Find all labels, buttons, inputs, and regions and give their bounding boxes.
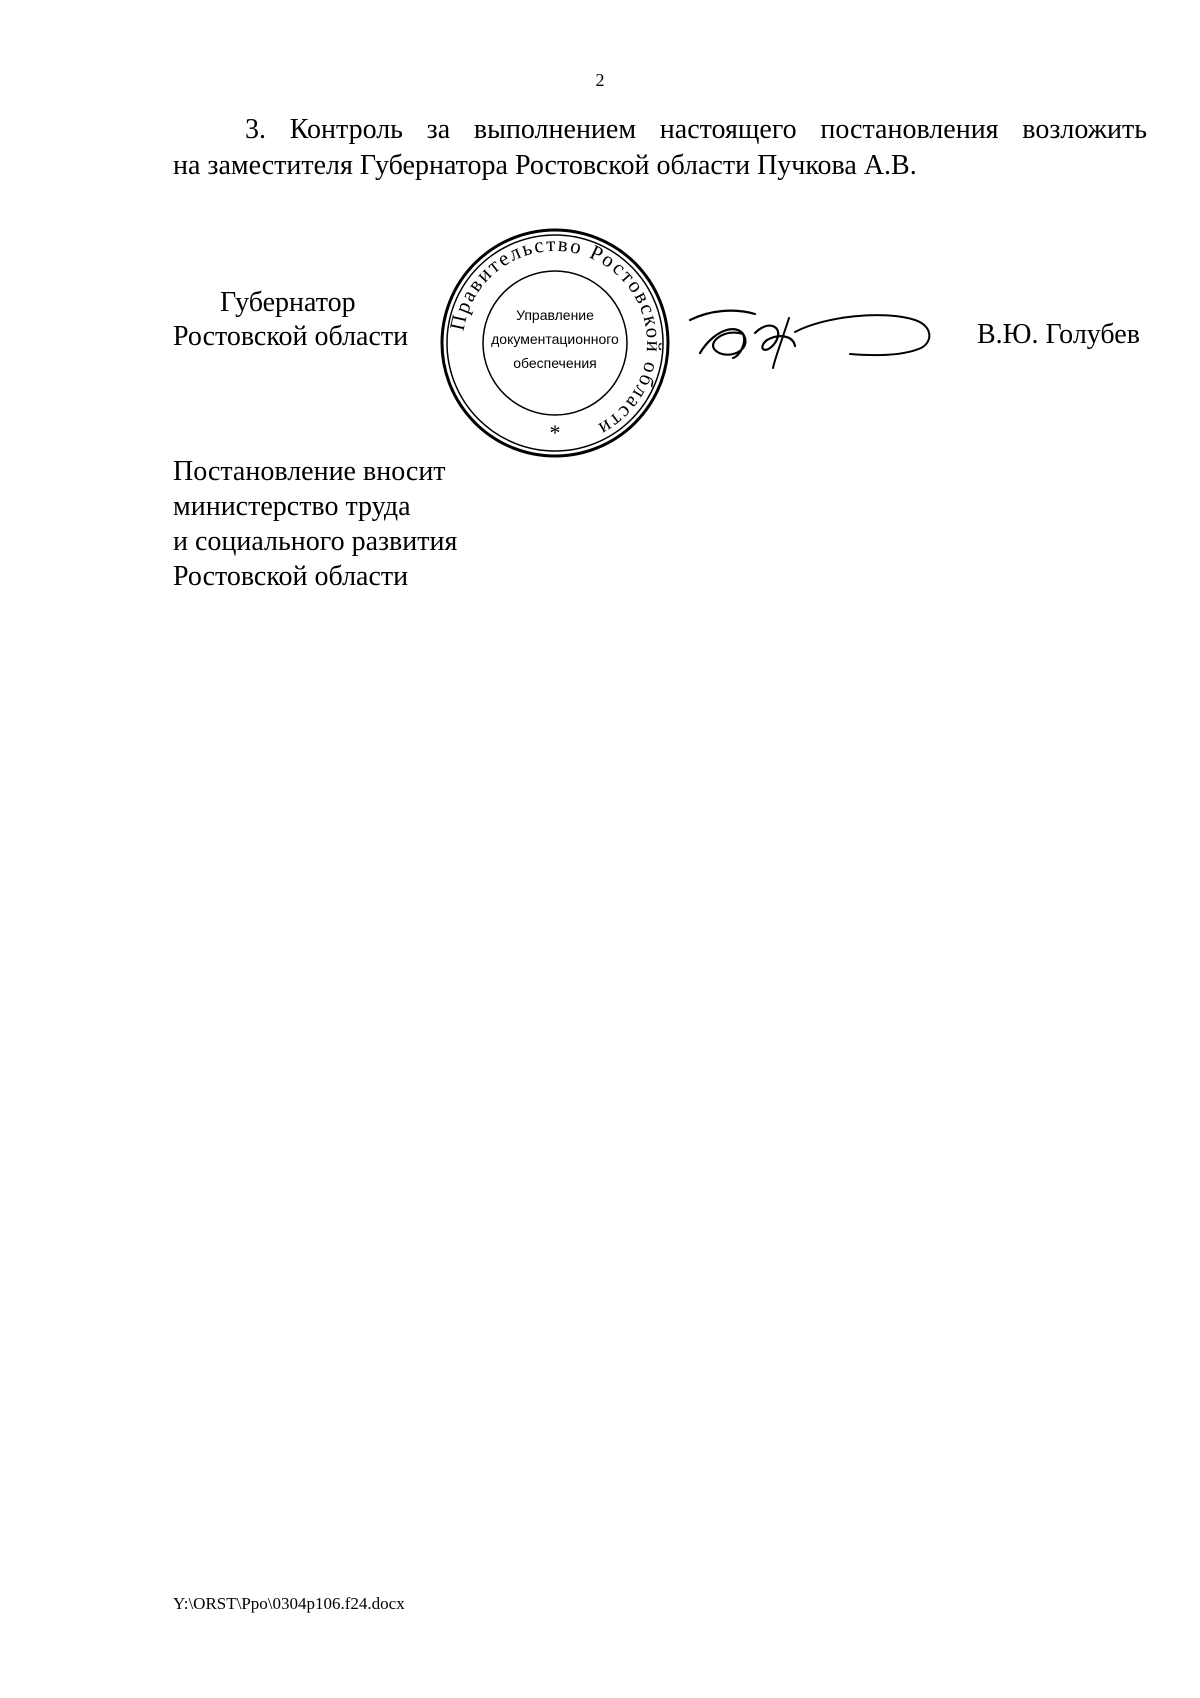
stamp-star: *: [549, 420, 561, 445]
signatory-title-line-2: Ростовской области: [173, 321, 409, 352]
paragraph-line-2: на заместителя Губернатора Ростовской области Пучкова А.В.: [173, 150, 917, 181]
stamp-ring-text: Правительство Ростовской области: [444, 231, 667, 443]
introducer-line-3: и социального развития: [173, 526, 458, 557]
stamp-center-line-1: Управление: [516, 307, 594, 323]
introducer-block: [173, 454, 457, 594]
introducer-line-4: Ростовской области: [173, 561, 409, 592]
handwritten-signature: [685, 298, 935, 378]
stamp-center-line-3: обеспечения: [513, 355, 597, 371]
official-seal-stamp: [440, 228, 670, 458]
stamp-center-line-2: документационного: [491, 331, 619, 347]
signatory-title: [173, 286, 408, 354]
signatory-name: В.Ю. Голубев: [977, 319, 1140, 350]
page-number: 2: [595, 70, 605, 90]
paragraph-line-1: 3. Контроль за выполнением настоящего постановления возложить: [245, 114, 1147, 145]
introducer-line-2: министерство труда: [173, 491, 411, 522]
file-path-footer: Y:\ORST\Ppo\0304p106.f24.docx: [173, 1594, 405, 1613]
paragraph-3: [173, 112, 1147, 184]
introducer-line-1: Постановление вносит: [173, 456, 446, 487]
signatory-title-line-1: Губернатор: [220, 287, 356, 318]
